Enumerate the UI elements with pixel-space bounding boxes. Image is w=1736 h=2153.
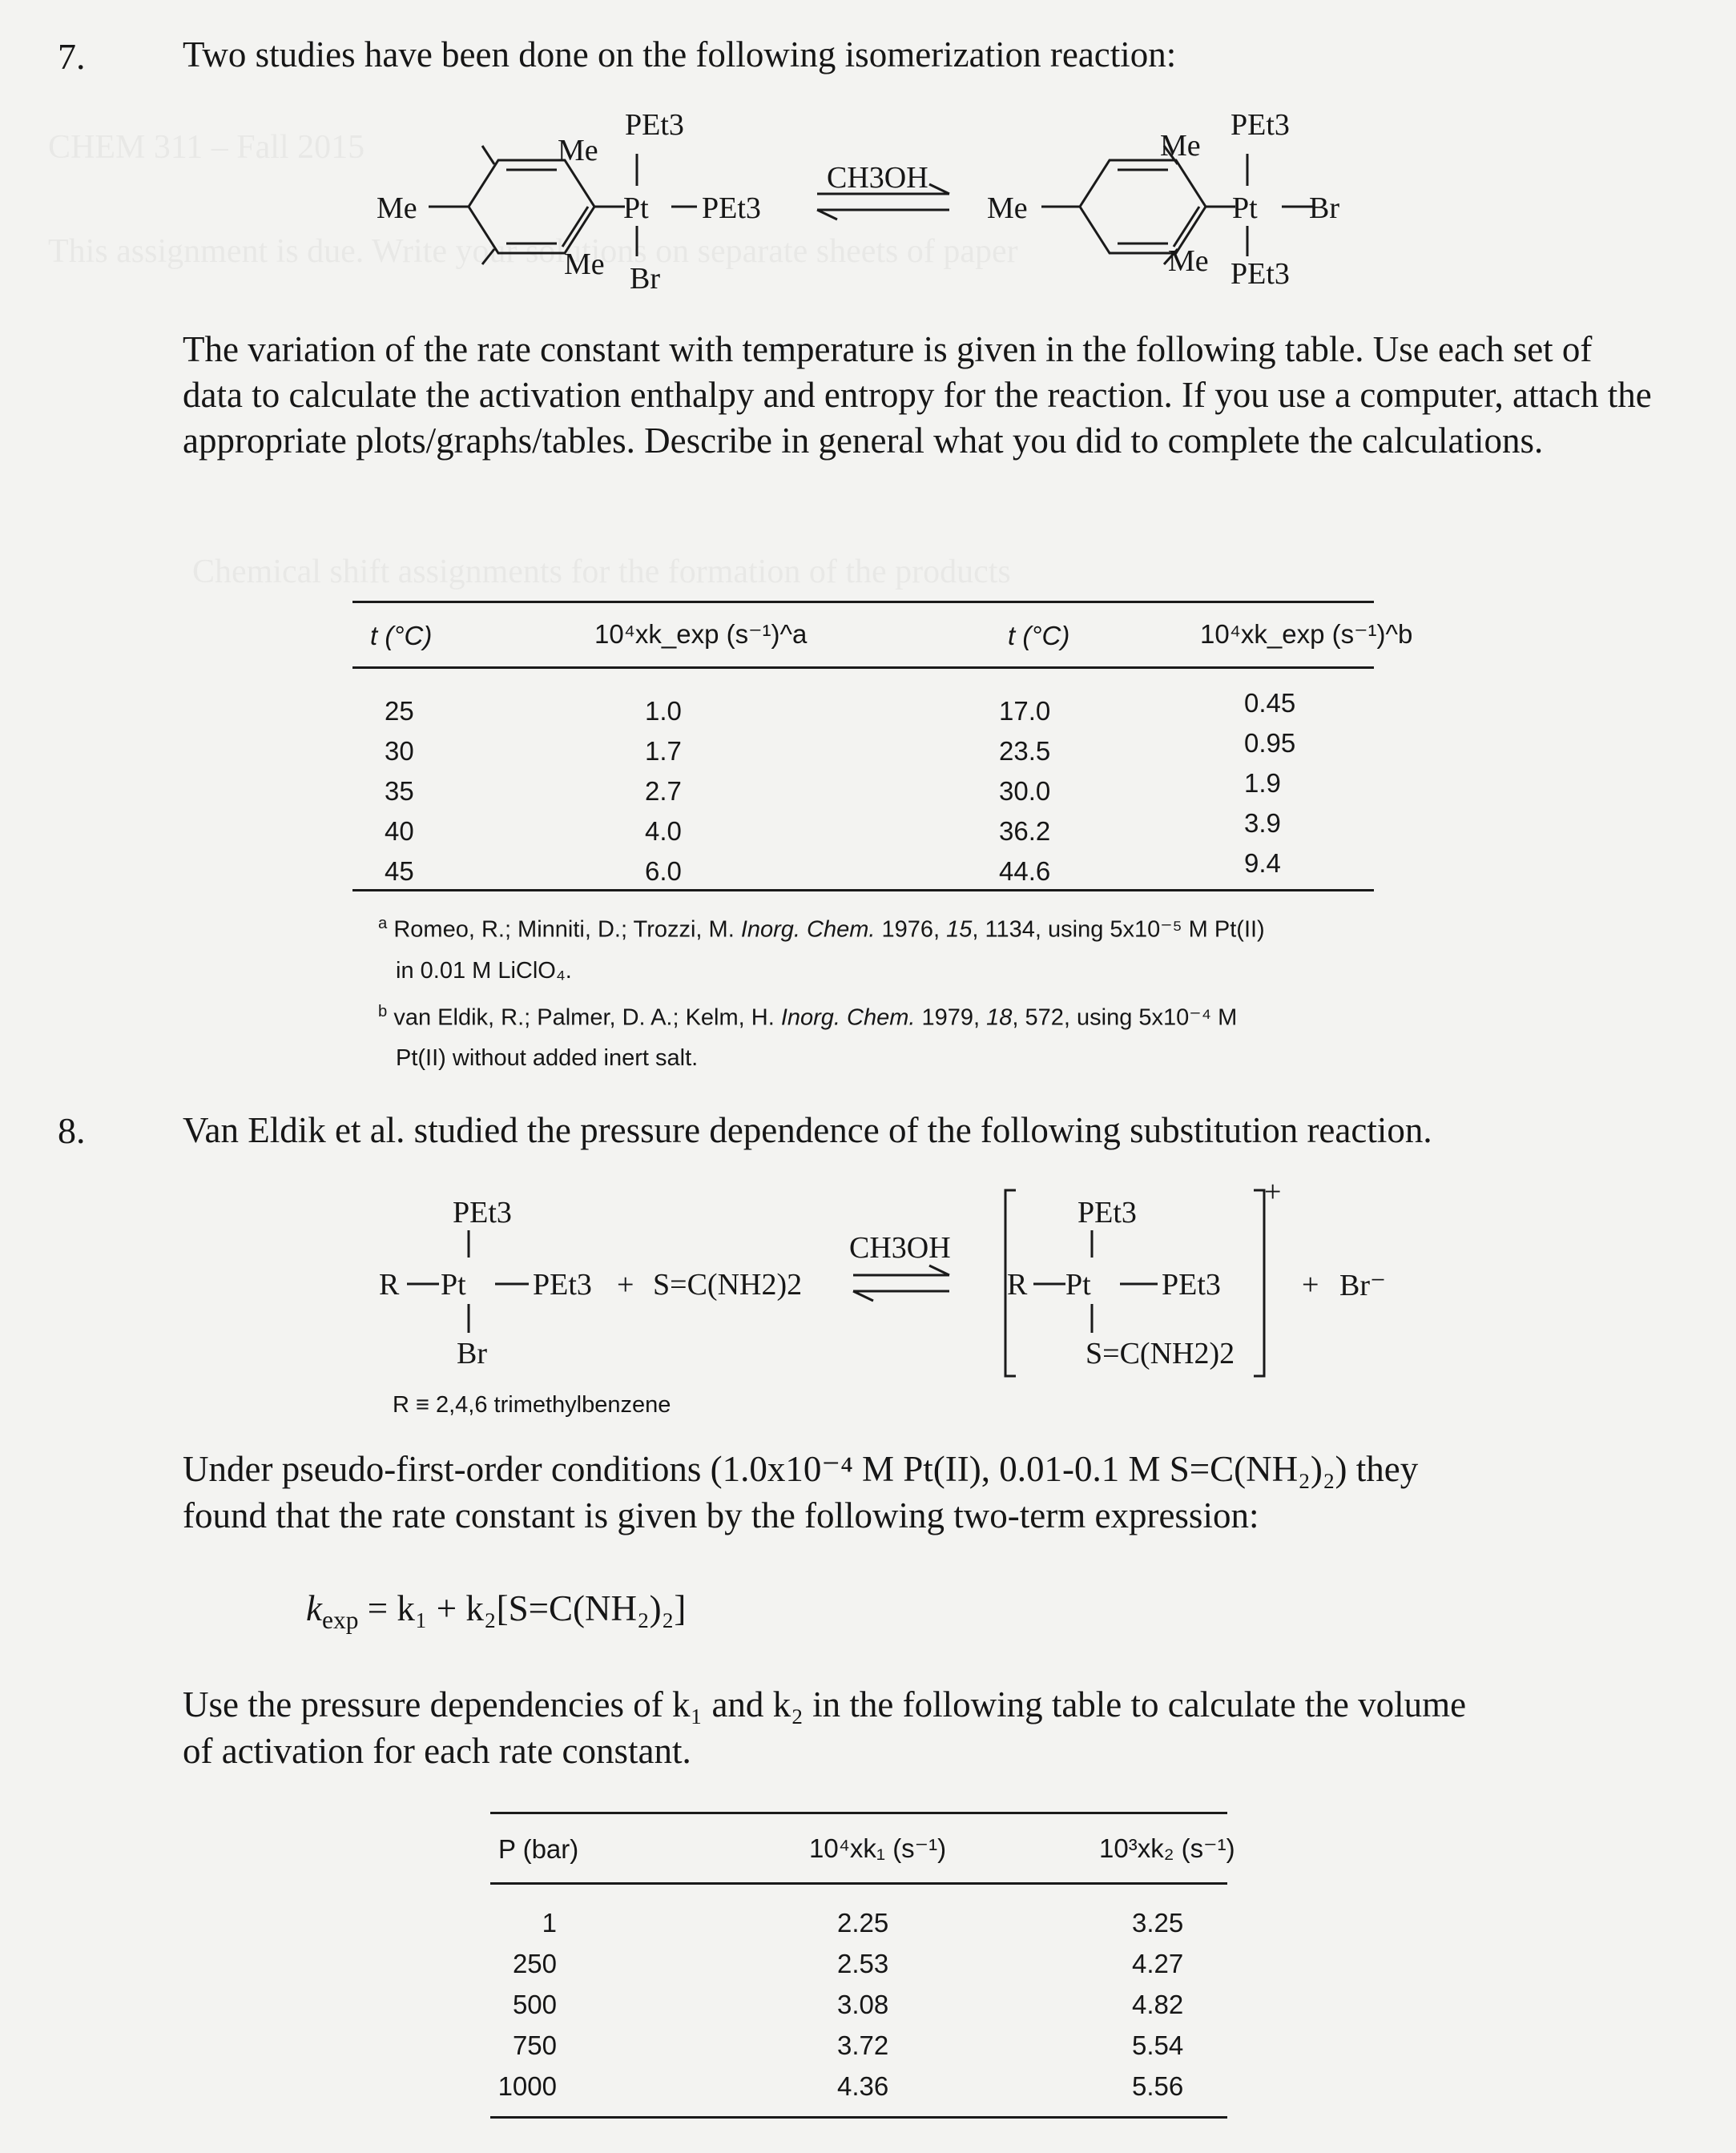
table-cell: 45 [385,856,414,886]
rate-equation-k: k [306,1588,322,1628]
reactant-pt: Pt [623,191,649,225]
footnote-b-year: 1979, [915,1004,987,1031]
reactant-benzene-ring [469,160,594,253]
r8-reactant-r: R [379,1268,400,1302]
table-8-header-rule [490,1882,1227,1885]
r-definition: R ≡ 2,4,6 trimethylbenzene [393,1392,671,1418]
table-cell: 3.9 [1244,808,1281,838]
r8-bromide: Br⁻ [1339,1269,1387,1302]
table-cell: 0.45 [1244,688,1296,718]
reactant-pet3-right: PEt3 [702,191,761,225]
reaction-8-bonds [0,1177,1736,1402]
table-cell: 2.53 [837,1949,889,1978]
table-cell: 2.7 [645,776,682,806]
table-cell: 4.36 [837,2071,889,2101]
table-7-header-t-b: t (°C) [1008,621,1070,650]
r8-product-pet3-right: PEt3 [1162,1268,1221,1302]
r8-product-pt: Pt [1065,1268,1091,1302]
reactant-br: Br [630,262,660,296]
footnote-a [378,903,1420,1079]
question-8-instructions-line1: Use the pressure dependencies of k₁ and k₂ in the following table to calculate the volume [183,1684,1467,1724]
footnote-b-authors: van Eldik, R.; Palmer, D. A.; Kelm, H. [393,1004,781,1031]
footnote-a-volume: 15 [946,916,973,943]
r8-reactant-pet3-right: PEt3 [533,1268,592,1302]
r8-plus-1: + [617,1268,634,1302]
r8-thiourea: S=C(NH2)2 [653,1268,803,1302]
table-7-header-rule [352,666,1374,669]
product-pet3-top: PEt3 [1231,108,1290,142]
table-7-col-k-b [1244,683,1295,883]
table-cell: 30 [385,736,414,766]
question-8-number: 8. [58,1110,86,1151]
product-br: Br [1309,191,1339,225]
footnote-b-journal: Inorg. Chem. [780,1004,916,1031]
table-cell: 25 [385,696,414,726]
table-cell: 3.72 [837,2030,889,2060]
table-cell: 6.0 [645,856,682,886]
footnote-a-journal: Inorg. Chem. [740,916,876,943]
table-7-col-t-b [999,691,1050,891]
table-8-header-k1: 10⁴xk₁ (s⁻¹) [809,1833,947,1863]
r8-solvent: CH3OH [849,1231,951,1265]
reactant-me-bottom: Me [564,247,605,281]
product-pt: Pt [1232,191,1258,225]
footnote-a-mark: a [378,915,388,932]
footnote-a-year: 1976, [875,916,947,943]
footnote-a-pages: , 1134, using 5x10⁻⁵ M Pt(II) [972,916,1265,943]
table-cell: 5.56 [1132,2071,1184,2101]
r8-plus-2: + [1302,1268,1319,1302]
table-7-col-t-a [385,691,414,891]
product-me-bottom: Me [1168,244,1209,278]
rate-equation-sub: exp [321,1606,359,1634]
table-cell: 4.0 [645,816,682,846]
reactant-me-left: Me [377,191,417,225]
reactant-me-top: Me [558,134,598,167]
footnote-b-pages: , 572, using 5x10⁻⁴ M [1012,1004,1238,1031]
table-8-col-p [489,1902,557,2107]
table-cell: 3.08 [837,1990,889,2019]
r8-product-r: R [1007,1268,1028,1302]
question-8-intro: Van Eldik et al. studied the pressure dependence of the following substitution reaction. [183,1110,1432,1150]
isomerization-reaction-scheme [0,104,1736,312]
table-cell: 1 [542,1908,557,1938]
solvent-label: CH3OH [827,161,928,195]
r8-product-pet3-top: PEt3 [1077,1196,1137,1229]
table-7-header-t-a: t (°C) [370,621,433,650]
table-cell: 36.2 [999,816,1051,846]
table-7-col-k-a [645,691,682,891]
table-8-col-k2 [1132,1902,1183,2107]
substitution-reaction-scheme [0,1175,1736,1418]
question-8-conditions-line2: found that the rate constant is given by the following two-term expression: [183,1495,1259,1535]
table-cell: 40 [385,816,414,846]
reaction-bonds [0,104,1736,312]
table-cell: 5.54 [1132,2030,1184,2060]
reactant-pet3-top: PEt3 [625,108,684,142]
table-cell: 1.0 [645,696,682,726]
table-7-header-k-b: 10⁴xk_exp (s⁻¹)^b [1200,619,1413,649]
footnote-a-line2: in 0.01 M LiClO₄. [396,957,572,984]
table-cell: 750 [512,2030,557,2060]
product-me-left: Me [987,191,1028,225]
product-pet3-bottom: PEt3 [1231,257,1290,291]
footnote-b-line2: Pt(II) without added inert salt. [396,1045,699,1072]
table-cell: 1000 [497,2071,557,2101]
table-cell: 2.25 [837,1908,889,1938]
r8-product-thiourea: S=C(NH2)2 [1086,1337,1235,1370]
question-7-intro: Two studies have been done on the following isomerization reaction: [183,34,1177,74]
rate-equation-rhs: = k₁ + k₂[S=C(NH₂)₂] [358,1588,687,1628]
r8-charge: + [1264,1175,1282,1209]
bleed-through-text [192,553,1011,591]
table-cell: 3.25 [1132,1908,1184,1938]
table-cell: 250 [512,1949,557,1978]
product-me-top: Me [1160,129,1201,163]
question-7-number: 7. [58,36,86,77]
table-cell: 30.0 [999,776,1051,806]
table-cell: 9.4 [1244,848,1281,878]
table-8-header-k2: 10³xk₂ (s⁻¹) [1099,1833,1235,1863]
question-8-conditions-line1: Under pseudo-first-order conditions (1.0x10⁻⁴ M Pt(II), 0.01-0.1 M S=C(NH₂)₂) they [183,1449,1419,1489]
footnote-b-mark: b [378,1002,388,1020]
table-8-header-p: P (bar) [498,1834,579,1864]
table-cell: 4.27 [1132,1949,1184,1978]
table-8-bottom-rule [490,2116,1227,2119]
question-8-instructions-line2: of activation for each rate constant. [183,1731,691,1771]
r8-reactant-pet3-top: PEt3 [453,1196,512,1229]
table-7-top-rule [352,601,1374,603]
table-cell: 1.7 [645,736,682,766]
rate-equation [306,1586,686,1643]
r8-reactant-pt: Pt [441,1268,466,1302]
table-cell: 500 [512,1990,557,2019]
table-cell: 23.5 [999,736,1051,766]
table-cell: 1.9 [1244,768,1281,798]
table-cell: 17.0 [999,696,1051,726]
table-cell: 0.95 [1244,728,1296,758]
footnote-b-volume: 18 [986,1004,1013,1031]
table-cell: 44.6 [999,856,1051,886]
table-8-col-k1 [837,1902,888,2107]
table-8-top-rule [490,1812,1227,1814]
footnote-a-authors: Romeo, R.; Minniti, D.; Trozzi, M. [393,916,741,943]
r8-reactant-br: Br [457,1337,487,1370]
table-7-bottom-rule [352,889,1374,891]
table-cell: 4.82 [1132,1990,1184,2019]
product-benzene-ring [1080,160,1206,253]
table-7-header-k-a: 10⁴xk_exp (s⁻¹)^a [594,619,808,649]
table-cell: 35 [385,776,414,806]
question-7-instructions: The variation of the rate constant with temperature is given in the following table. Use each set of data to calculate the activation enthalpy and entropy for the reaction. If you use a computer, attach the appropriate plots/graphs/tables. Describe in general what you did to complete the calculations. [183,329,1652,461]
